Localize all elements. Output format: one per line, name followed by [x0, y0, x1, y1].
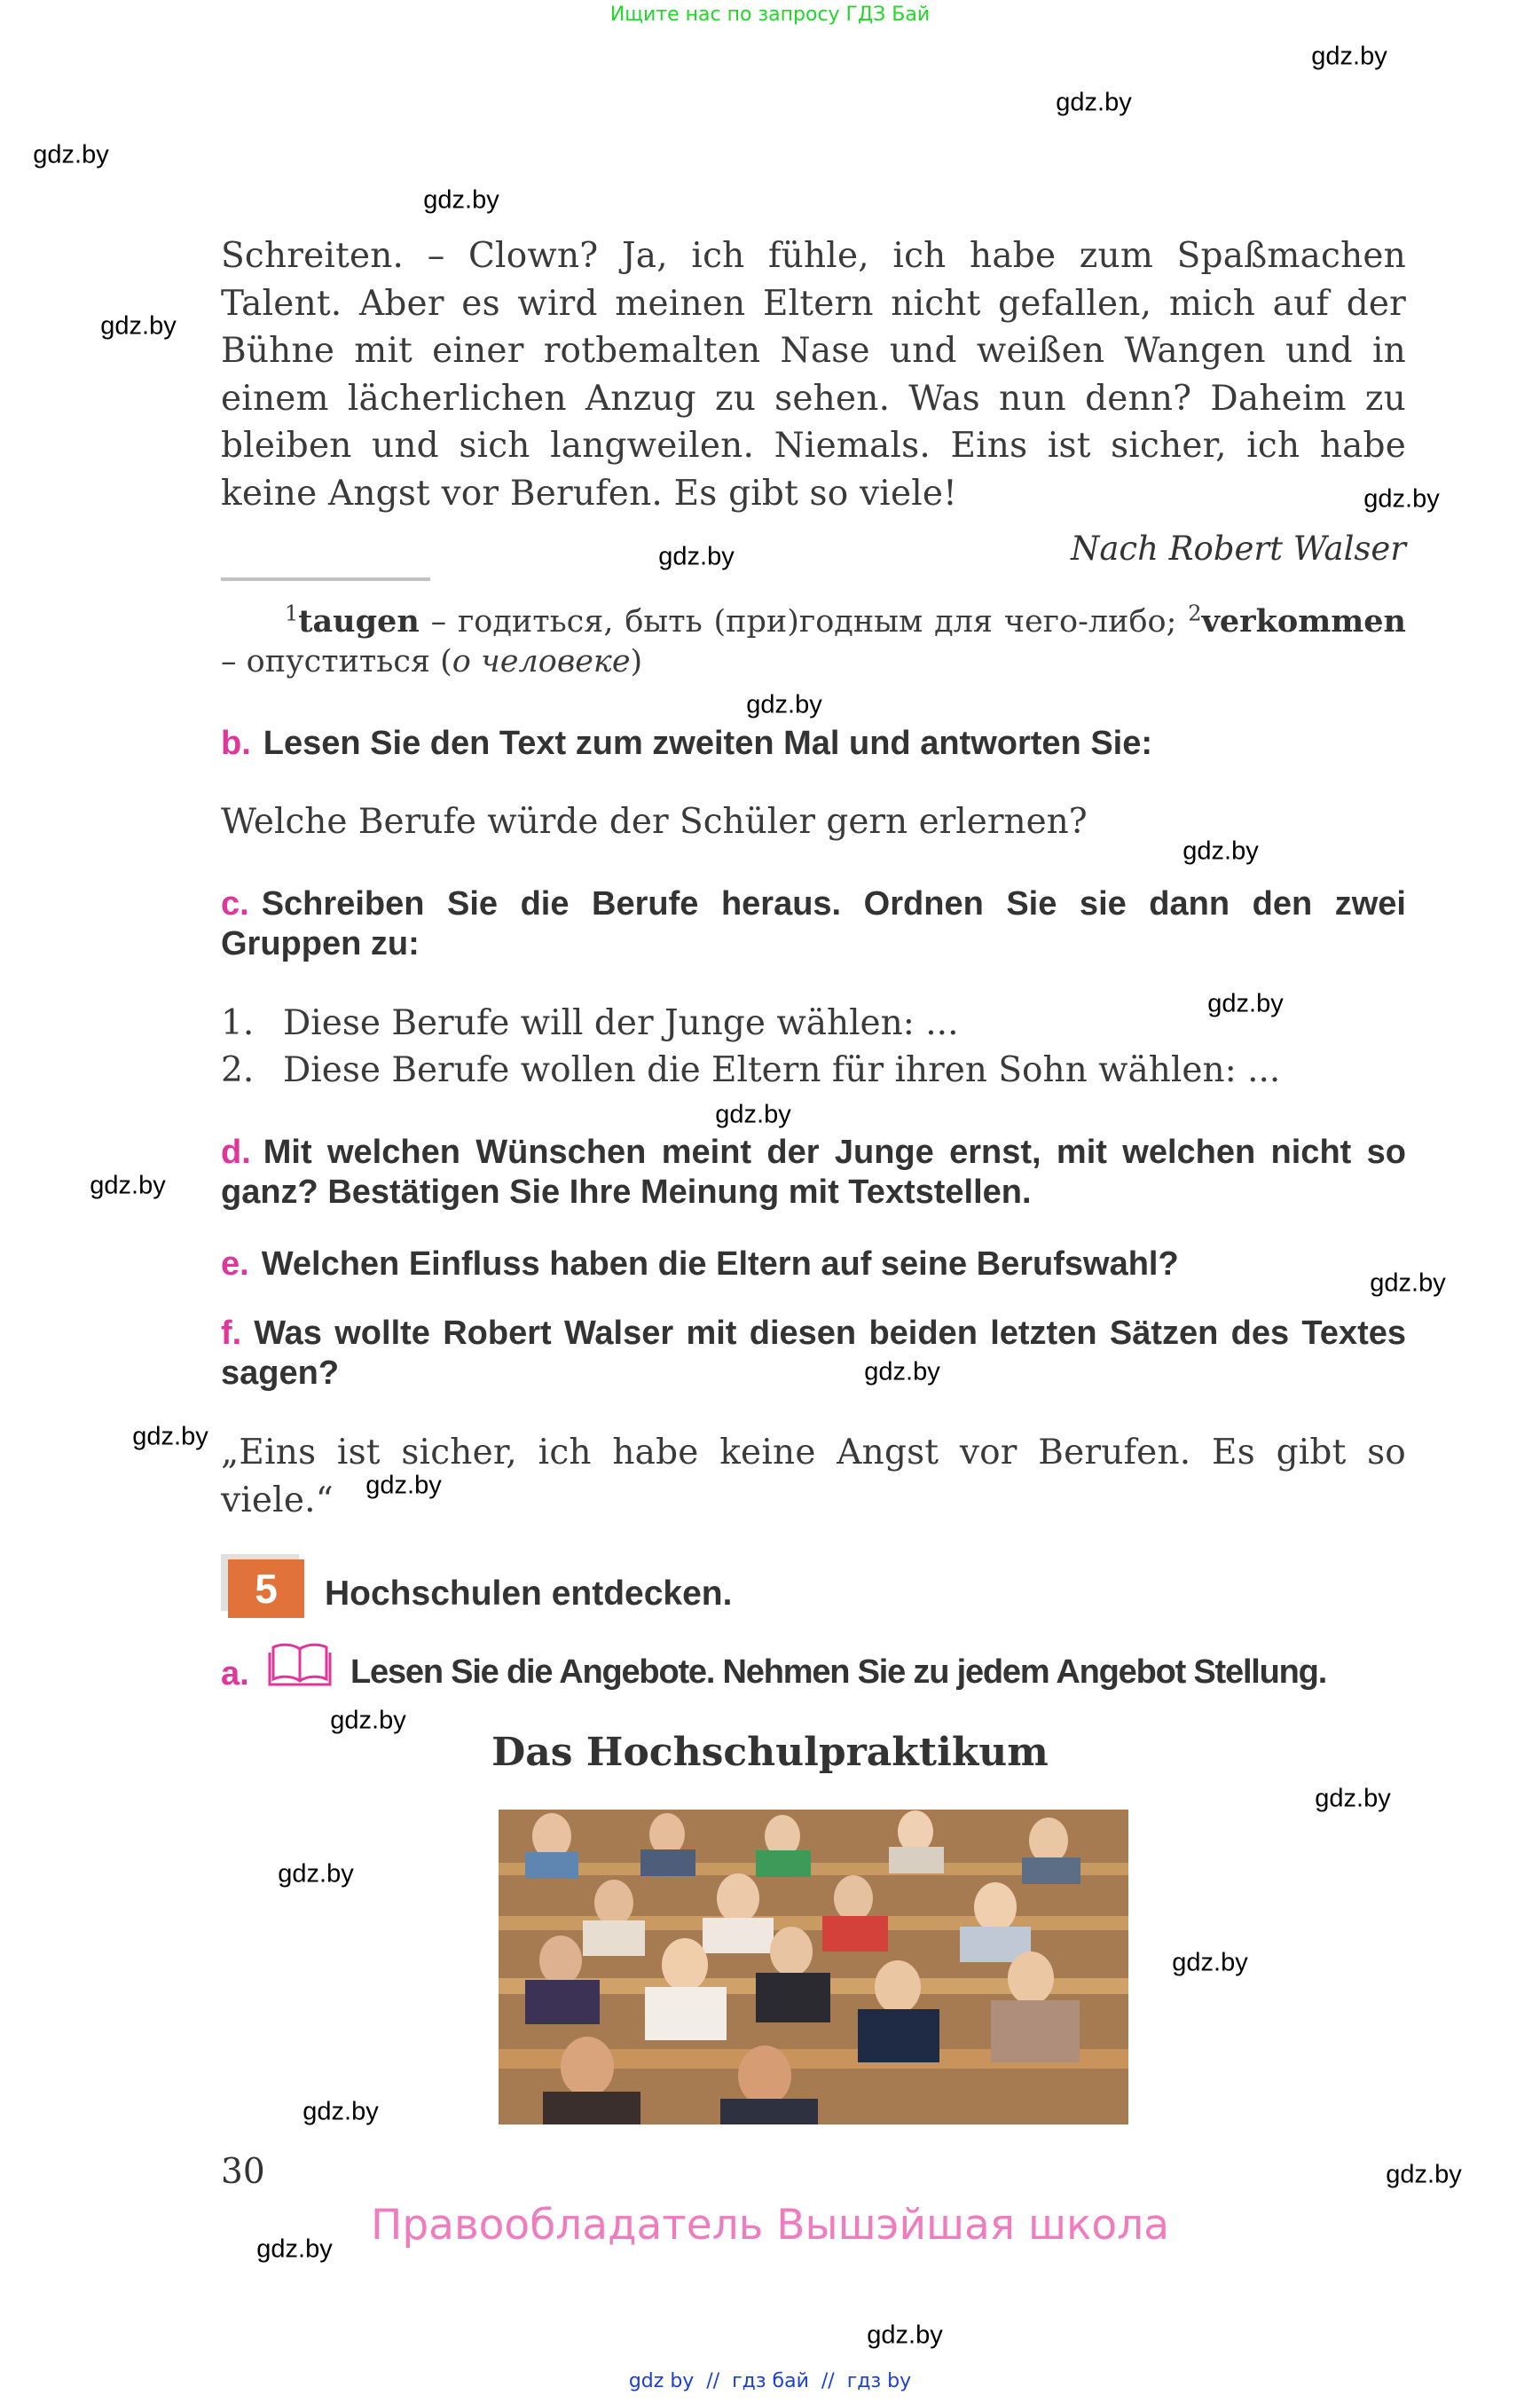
section-title: Hochschulen entdecken. [325, 1575, 733, 1613]
watermark: gdz.by [864, 1357, 940, 1386]
task-a-text: Lesen Sie die Angebote. Nehmen Sie zu jedem Angebot Stellung. [350, 1653, 1327, 1691]
task-text: Was wollte Robert Walser mit diesen beiden letzten Sätzen des Textes sagen? [221, 1315, 1406, 1392]
task-c [221, 884, 1406, 964]
top-banner: Ищите нас по запросу ГДЗ Бай [609, 4, 931, 26]
watermark: gdz.by [867, 2321, 943, 2350]
photo-illustration [499, 1810, 1128, 2124]
watermark: gdz.by [1386, 2160, 1462, 2189]
watermark: gdz.by [423, 185, 499, 215]
task-text: Mit welchen Wünschen meint der Junge ernst, mit welchen nicht so ganz? Bestätigen Sie Ihre Meinung mit Textstellen. [221, 1134, 1406, 1211]
task-letter: c. [221, 885, 249, 923]
book-icon [268, 1640, 332, 1686]
watermark: gdz.by [1056, 88, 1132, 117]
watermark: gdz.by [302, 2097, 379, 2126]
task-text: Lesen Sie den Text zum zweiten Mal und antworten Sie: [263, 725, 1153, 762]
footnote-term-1: taugen [298, 603, 420, 640]
task-b-question: Welche Berufe würde der Schüler gern erlernen? [221, 802, 1088, 842]
watermark: gdz.by [365, 1471, 442, 1500]
watermark: gdz.by [90, 1171, 166, 1200]
task-letter: e. [221, 1245, 249, 1283]
watermark: gdz.by [1182, 836, 1259, 866]
footnote-divider [221, 577, 430, 581]
section-badge [221, 1554, 304, 1618]
watermark: gdz.by [256, 2234, 333, 2264]
watermark: gdz.by [100, 311, 177, 341]
watermark: gdz.by [1207, 989, 1284, 1018]
copyright-notice: Правообладатель Вышэйшая школа [371, 2201, 1169, 2250]
footnote [221, 601, 1406, 682]
task-e [221, 1245, 1406, 1284]
task-text: Welchen Einfluss haben die Eltern auf seine Berufswahl? [261, 1245, 1179, 1283]
task-f [221, 1314, 1406, 1394]
watermark: gdz.by [1311, 42, 1387, 71]
footnote-term-2: verkommen [1201, 603, 1406, 640]
footnote-def-2-italic: о человеке [452, 644, 631, 679]
watermark: gdz.by [1370, 1268, 1446, 1298]
task-text: Schreiben Sie die Berufe heraus. Ordnen Sie sie dann den zwei Gruppen zu: [221, 885, 1406, 962]
section-number: 5 [228, 1559, 304, 1618]
watermark: gdz.by [330, 1706, 406, 1735]
author-attribution: Nach Robert Walser [1070, 530, 1406, 568]
task-d [221, 1133, 1406, 1213]
task-a-letter: a. [221, 1655, 249, 1692]
watermark: gdz.by [33, 140, 109, 169]
article-subtitle: Das Hochschulpraktikum [491, 1730, 1049, 1775]
watermark: gdz.by [715, 1100, 791, 1129]
list-number: 2. [221, 1050, 255, 1090]
list-text: Diese Berufe wollen die Eltern für ihren Sohn wählen: ... [283, 1050, 1281, 1090]
reading-paragraph: Schreiten. – Clown? Ja, ich fühle, ich habe zum Spaßmachen Talent. Aber es wird meinen Eltern nicht gefallen, mich auf der Bühne mit einer rotbemalten Nase und weißen Wangen und in einem lächerlichen Anzug zu sehen. Was nun denn? Daheim zu bleiben und sich langweilen. Niemals. Eins ist sicher, ich habe keine Angst vor Berufen. Es gibt so viele! [221, 236, 1406, 514]
watermark: gdz.by [1315, 1784, 1391, 1813]
watermark: gdz.by [658, 542, 735, 571]
list-text: Diese Berufe will der Junge wählen: ... [283, 1003, 959, 1043]
footer-links[interactable]: gdz by // гдз бай // гдз by [628, 2370, 912, 2392]
watermark: gdz.by [278, 1859, 354, 1889]
watermark: gdz.by [746, 690, 822, 719]
footnote-def-2: – опуститься ( [221, 644, 452, 679]
task-b [221, 724, 1406, 764]
lecture-hall-photo [499, 1810, 1128, 2124]
task-letter: b. [221, 725, 251, 762]
task-letter: f. [221, 1315, 242, 1352]
watermark: gdz.by [1363, 484, 1440, 514]
task-letter: d. [221, 1134, 251, 1171]
watermark: gdz.by [1172, 1948, 1248, 1977]
watermark: gdz.by [132, 1422, 208, 1451]
footnote-def-1: – годиться, быть (при)годным для чего-либо; [419, 604, 1189, 640]
footnote-marker-2: 2 [1188, 601, 1202, 626]
footnote-def-2-end: ) [630, 644, 643, 679]
footnote-marker-1: 1 [285, 601, 299, 626]
page-number: 30 [221, 2152, 265, 2192]
task-f-quote: „Eins ist sicher, ich habe keine Angst vor Berufen. Es gibt so viele.“ [221, 1433, 1406, 1520]
list-number: 1. [221, 1003, 255, 1043]
list-item [221, 1047, 1406, 1094]
